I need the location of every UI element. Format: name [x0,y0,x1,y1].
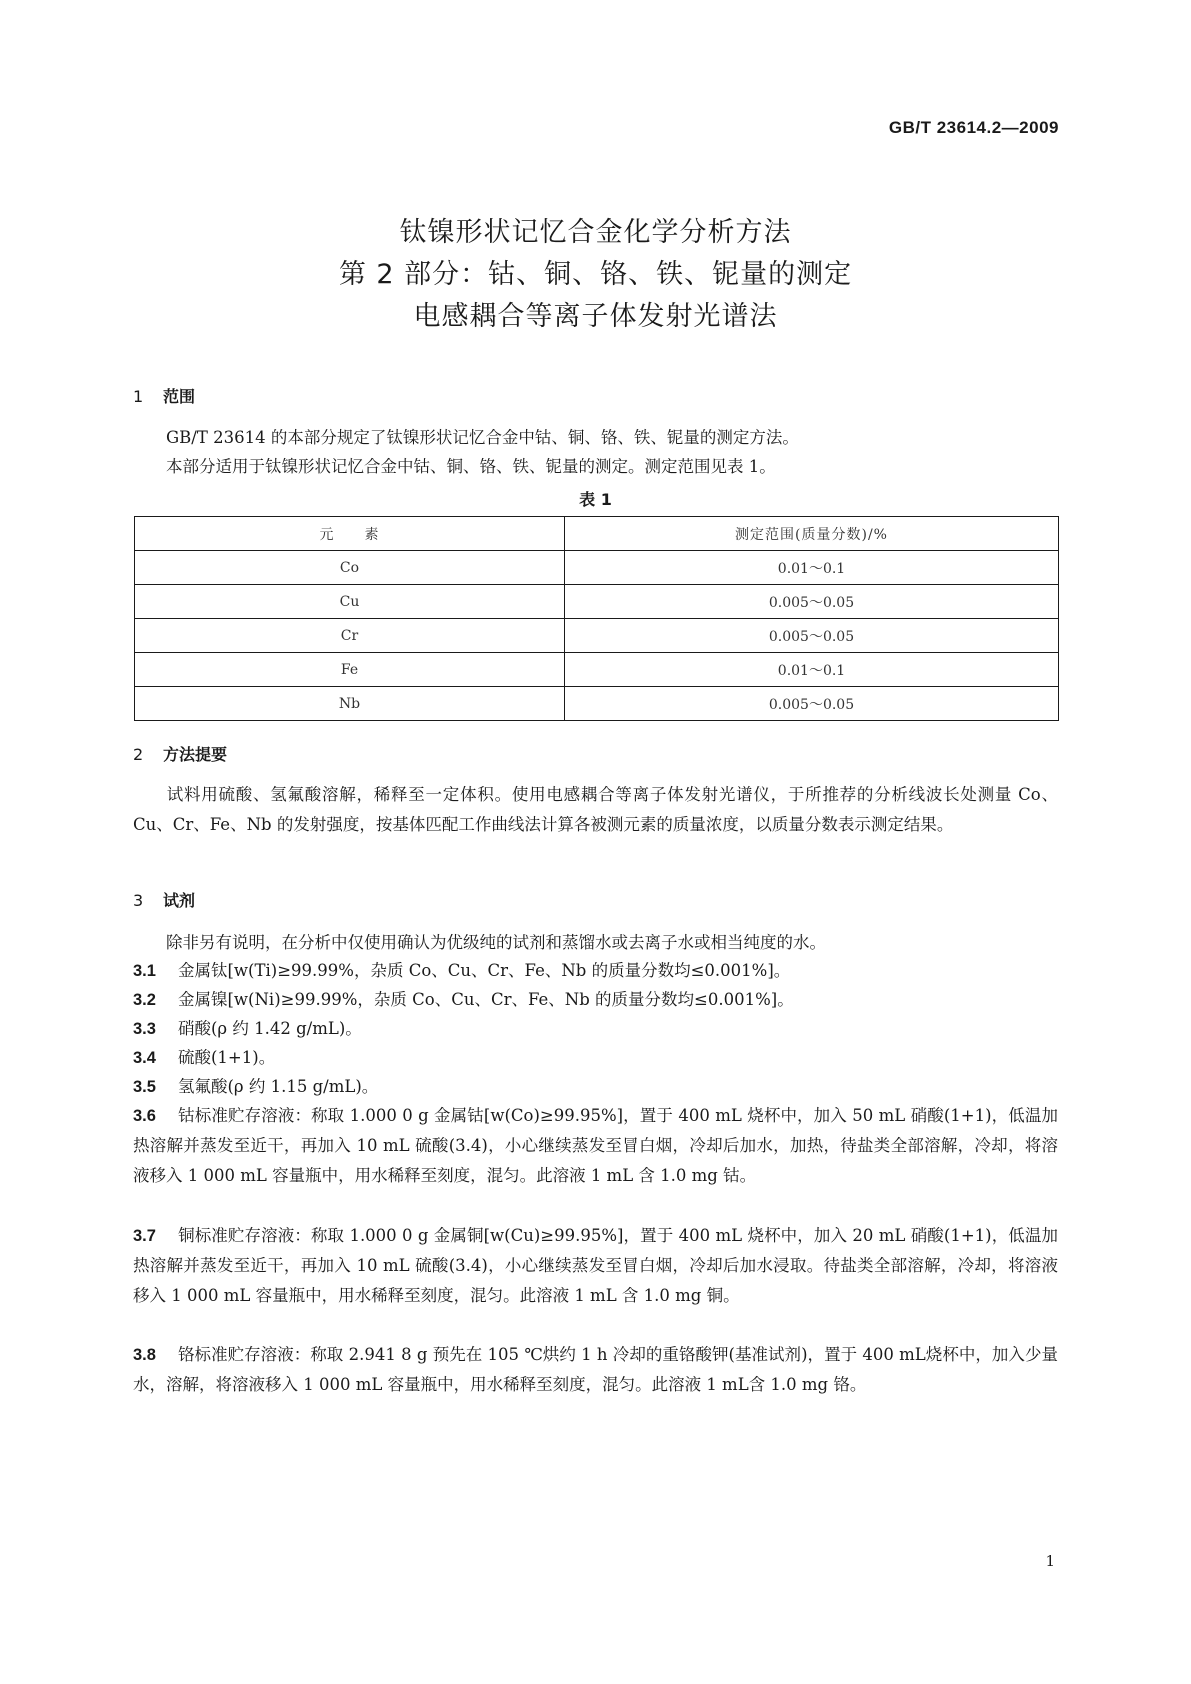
list-item [133,1221,1058,1311]
section-title: 方法提要 [163,745,228,764]
table-row [135,551,1059,585]
document-title [0,212,1191,338]
standard-code: GB/T 23614.2—2009 [888,118,1059,137]
title-line-2: 第 2 部分：钴、铜、铬、铁、铌量的测定 [338,259,853,290]
table-header-cell: 元 素 [135,517,565,551]
list-item [133,1072,1058,1102]
item-number: 3.7 [133,1227,156,1245]
table-cell: 0.01～0.1 [565,653,1059,687]
section-1-para-2 [133,452,1058,482]
section-3-intro [133,928,1058,958]
item-text: 铜标准贮存溶液：称取 1.000 0 g 金属铜[w(Cu)≥99.95%]，置于 400 mL 烧杯中，加入 20 mL 硝酸(1+1)，低温加热溶解并蒸发至近干，再加入 10 mL 硫酸(3.4)，小心继续蒸发至冒白烟，冷却后加水浸取。待盐类全部溶解，冷却，将溶液移入 1 000 mL 容量瓶中，用水稀释至刻度，混匀。此溶液 1 mL 含 1.0 mg 铜。 [133,1226,1058,1305]
item-number: 3.5 [133,1078,156,1096]
item-text: 铬标准贮存溶液：称取 2.941 8 g 预先在 105 ℃烘约 1 h 冷却的重铬酸钾(基准试剂)，置于 400 mL烧杯中，加入少量水，溶解，将溶液移入 1 000 mL 容量瓶中，用水稀释至刻度，混匀。此溶液 1 mL含 1.0 mg 铬。 [133,1345,1058,1394]
table-cell: Nb [135,687,565,721]
table-cell: 0.005～0.05 [565,585,1059,619]
section-title: 范围 [163,387,196,406]
item-number: 3.3 [133,1020,156,1038]
list-item [133,1340,1058,1400]
item-number: 3.4 [133,1049,156,1067]
section-3-heading [133,888,195,911]
title-line-1: 钛镍形状记忆合金化学分析方法 [399,217,792,248]
item-number: 3.8 [133,1346,156,1364]
list-item [133,985,1058,1015]
title-line-3: 电感耦合等离子体发射光谱法 [413,301,778,332]
item-text: 氢氟酸(ρ 约 1.15 g/mL)。 [178,1077,379,1096]
page-number: 1 [1045,1552,1055,1570]
list-item [133,1101,1058,1191]
section-1-heading [133,384,195,407]
section-2-para [133,780,1058,840]
list-item [133,1014,1058,1044]
list-item [133,956,1058,986]
table-cell: Cu [135,585,565,619]
item-number: 3.2 [133,991,156,1009]
table-header-cell: 测定范围(质量分数)/% [565,517,1059,551]
item-text: 金属钛[w(Ti)≥99.99%，杂质 Co、Cu、Cr、Fe、Nb 的质量分数均≤0.001%]。 [178,961,791,980]
section-title: 试剂 [163,891,196,910]
table-header-row [135,517,1059,551]
section-number: 1 [133,387,144,406]
table-caption: 表 1 [579,490,612,509]
para-text: 本部分适用于钛镍形状记忆合金中钴、铜、铬、铁、铌量的测定。测定范围见表 1。 [166,457,776,476]
section-number: 2 [133,745,144,764]
range-table [134,516,1059,721]
section-number: 3 [133,891,144,910]
table-cell: 0.005～0.05 [565,687,1059,721]
table-cell: 0.005～0.05 [565,619,1059,653]
table-row [135,619,1059,653]
table-cell: Fe [135,653,565,687]
table-row [135,687,1059,721]
table-row [135,585,1059,619]
section-2-heading [133,742,227,765]
item-number: 3.6 [133,1107,156,1125]
item-text: 硝酸(ρ 约 1.42 g/mL)。 [178,1019,362,1038]
list-item [133,1043,1058,1073]
item-text: 硫酸(1+1)。 [178,1048,276,1067]
para-text: 试料用硫酸、氢氟酸溶解，稀释至一定体积。使用电感耦合等离子体发射光谱仪，于所推荐的分析线波长处测量 Co、Cu、Cr、Fe、Nb 的发射强度，按基体匹配工作曲线法计算各被测元素的质量浓度，以质量分数表示测定结果。 [133,785,1058,834]
table-cell: Co [135,551,565,585]
table-row [135,653,1059,687]
table-cell: Cr [135,619,565,653]
item-number: 3.1 [133,962,156,980]
section-1-para-1 [133,423,1058,453]
item-text: 金属镍[w(Ni)≥99.99%，杂质 Co、Cu、Cr、Fe、Nb 的质量分数均≤0.001%]。 [178,990,794,1009]
para-text: 除非另有说明，在分析中仅使用确认为优级纯的试剂和蒸馏水或去离子水或相当纯度的水。 [166,933,826,952]
table-cell: 0.01～0.1 [565,551,1059,585]
item-text: 钴标准贮存溶液：称取 1.000 0 g 金属钴[w(Co)≥99.95%]，置于 400 mL 烧杯中，加入 50 mL 硝酸(1+1)，低温加热溶解并蒸发至近干，再加入 10 mL 硫酸(3.4)，小心继续蒸发至冒白烟，冷却后加水，加热，待盐类全部溶解，冷却，将溶液移入 1 000 mL 容量瓶中，用水稀释至刻度，混匀。此溶液 1 mL 含 1.0 mg 钴。 [133,1106,1058,1185]
para-text: GB/T 23614 的本部分规定了钛镍形状记忆合金中钴、铜、铬、铁、铌量的测定方法。 [166,428,799,447]
